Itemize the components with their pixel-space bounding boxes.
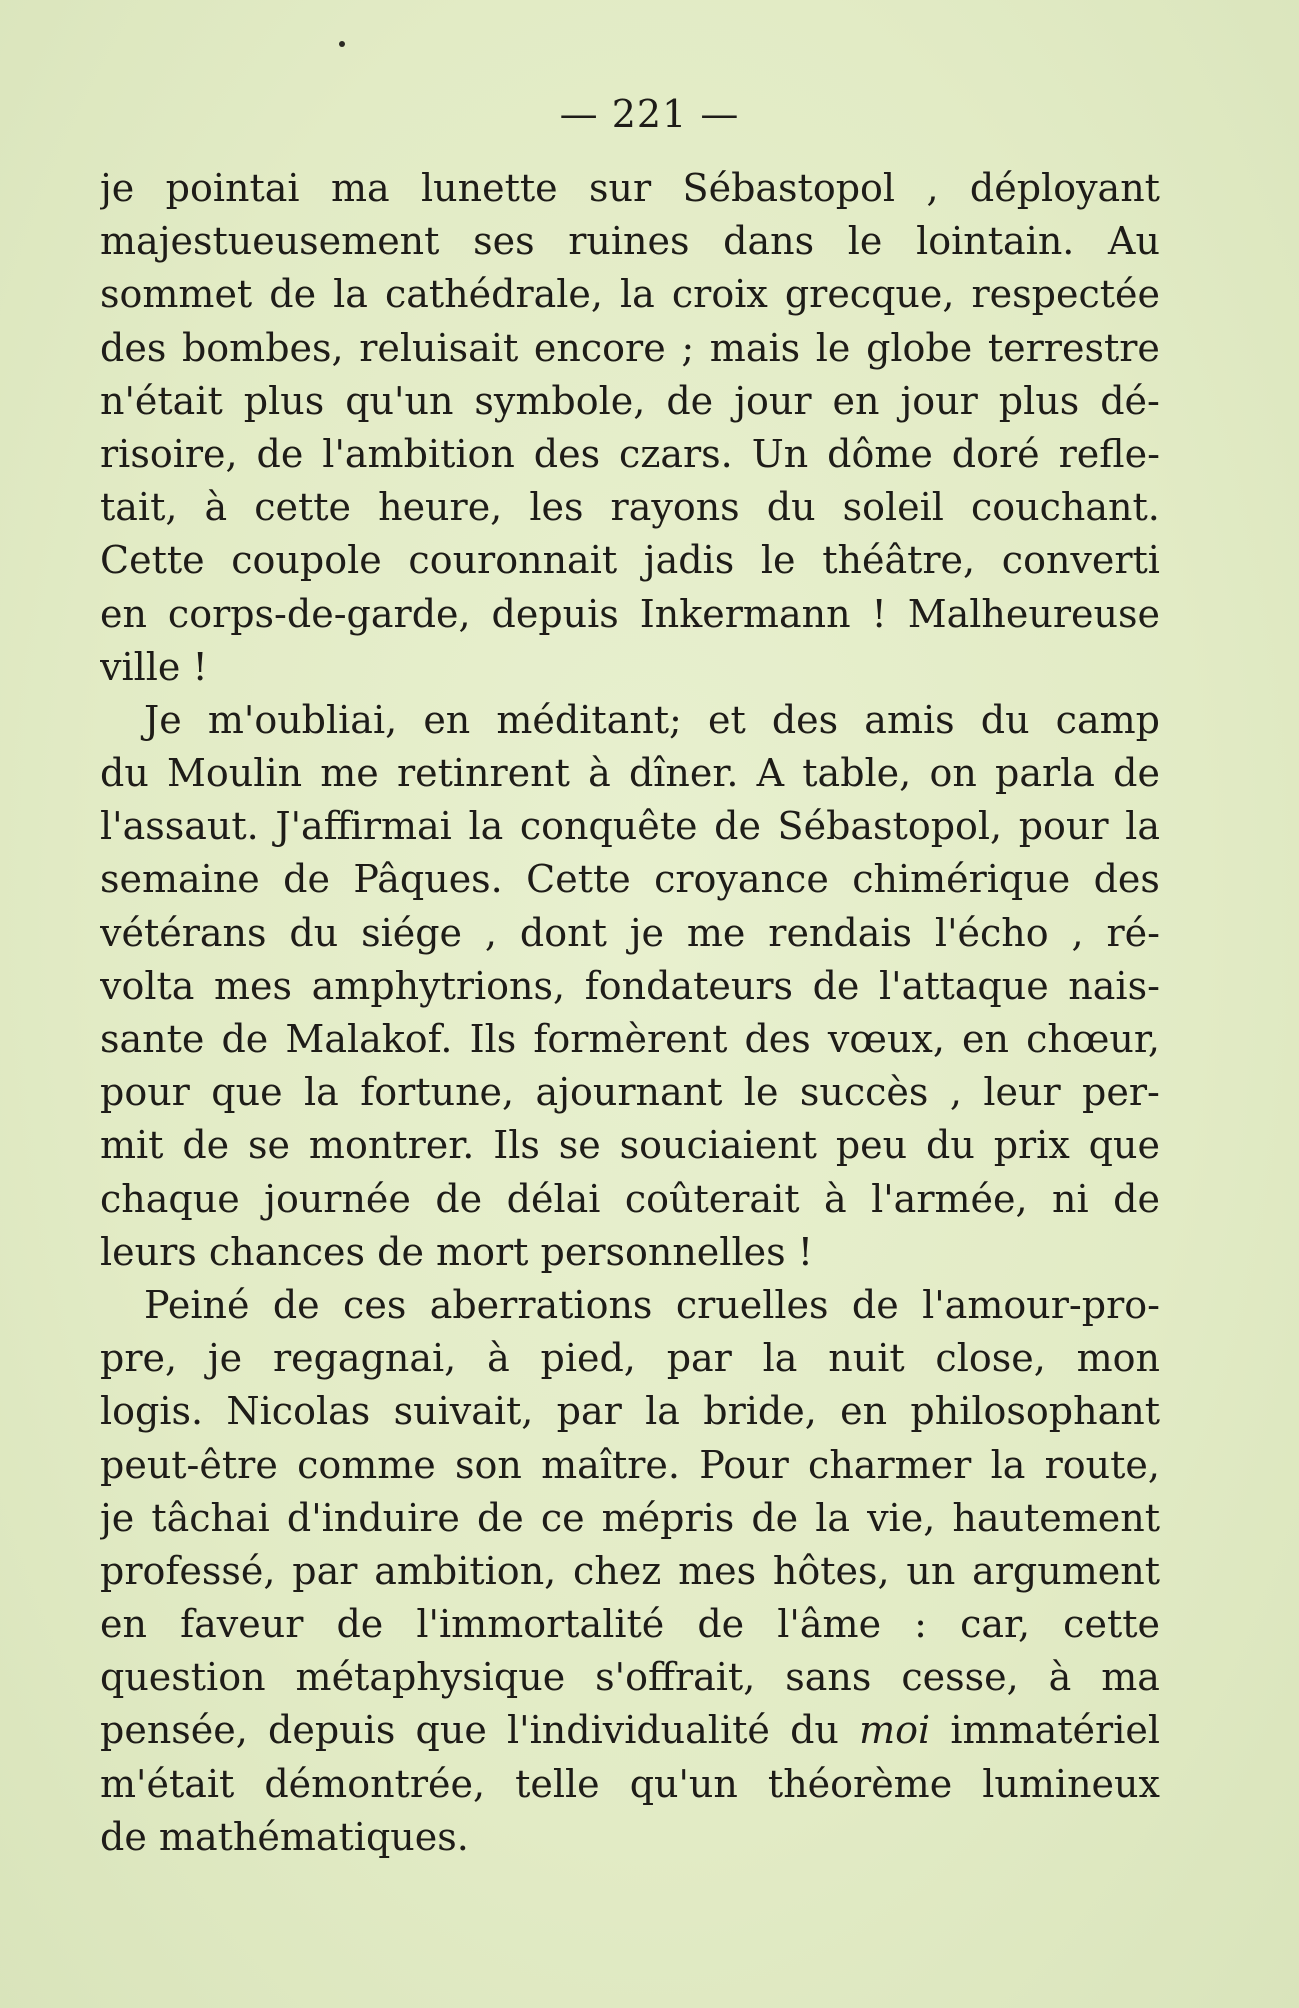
word: fortune, [360,1070,515,1115]
word: rendais [768,910,913,955]
word: Ils [469,1017,517,1061]
word: des [1093,857,1160,902]
word: couchant. [971,485,1160,530]
word: ! [797,1229,813,1274]
word: jadis [643,538,735,583]
word: pour [100,1070,190,1115]
word: depuis [268,1708,396,1753]
word: ambition, [374,1548,557,1593]
word: pointai [165,166,300,210]
word: l'armée, [871,1176,1028,1221]
word: l'individualité [507,1708,770,1753]
text-line [100,1758,1160,1811]
word: métaphysique [295,1655,566,1700]
word: per- [1082,1070,1160,1115]
word: Cette [100,538,205,583]
word: conquête [519,804,698,849]
word: en [423,697,471,742]
word: le [847,219,883,264]
word: des [533,431,601,476]
word: mathématiques. [158,1814,469,1859]
word: vie, [867,1495,936,1540]
word: leur [983,1070,1061,1115]
word: des [100,325,167,370]
word: argument [972,1548,1160,1593]
word: charmer [808,1442,972,1487]
word: professé, [100,1548,276,1593]
word: la [990,1442,1026,1487]
word: mit [100,1123,164,1168]
word: reluisait [359,325,519,370]
word: du [100,751,149,796]
word: bombes, [181,325,344,370]
word: suivait, [393,1389,534,1434]
word: coûterait [624,1176,800,1221]
word: je [207,1336,243,1381]
word: que [211,1070,283,1115]
word: terrestre [987,325,1160,370]
word: peut-être [100,1442,278,1487]
word: tait, [100,485,178,530]
text-line [100,641,1160,694]
text-line [100,1545,1160,1598]
word: pre, [100,1336,178,1381]
word: mon [1076,1336,1160,1381]
word: peu [835,1123,908,1168]
word: ré- [1106,910,1160,955]
word: mépris [601,1495,735,1540]
word: qu'un [629,1761,738,1806]
word: car, [960,1602,1031,1647]
text-line [100,1439,1160,1492]
word: refle- [1058,431,1160,476]
word: vœux, [827,1017,945,1061]
word: cruelles [675,1282,829,1327]
word: Malheureuse [907,591,1160,636]
word: mes [678,1548,757,1593]
word: la [333,272,368,317]
word: Inkermann [639,591,851,636]
text-line [100,375,1160,428]
word: de [435,1176,483,1221]
word: se [248,1123,291,1168]
word: Je [144,697,182,742]
text-line [100,1385,1160,1438]
word: théâtre, [822,538,976,583]
word: personnelles [540,1229,786,1274]
word: czars. [619,431,733,476]
word: de [221,1017,269,1061]
word: siége [361,910,463,955]
word: et [707,697,746,742]
word: Sébastopol, [777,804,1003,849]
word: je [100,1495,135,1540]
text-line [100,747,1160,800]
word: m'oubliai, [207,697,398,742]
word: hôtes, [772,1548,890,1593]
word: bride, [703,1389,817,1434]
word: amphytrions, [311,963,566,1008]
text-line [100,1279,1160,1332]
word: la [303,1070,339,1115]
word: rayons [610,485,740,530]
word: dé- [1100,378,1160,423]
word: retinrent [396,751,570,796]
word: de [1113,751,1160,796]
word: hautement [952,1495,1160,1540]
word: logis. [100,1389,204,1434]
word: ce [540,1495,585,1540]
word: des [744,1017,811,1061]
word: le [743,1070,779,1115]
word: faveur [180,1602,304,1647]
word: formèrent [533,1017,728,1061]
word: cesse, [901,1655,1019,1700]
word: Un [751,431,809,476]
word: son [455,1442,522,1487]
word: cathédrale, [384,272,603,317]
word: par [556,1389,622,1434]
text-line [100,1119,1160,1172]
text-line [100,1226,1160,1279]
word: philosophant [910,1389,1160,1434]
word: , [926,166,939,210]
word: chaque [100,1176,240,1221]
word: je [629,910,664,955]
word: la [645,1389,680,1434]
word: immatériel [950,1708,1160,1753]
word: jour [900,378,978,423]
word: heure, [378,485,503,530]
word: l'ambition [322,431,515,476]
text-line [100,1066,1160,1119]
word: me [320,751,379,796]
word: sur [589,166,652,210]
word: , [484,910,498,955]
text-line [100,800,1160,853]
word: croix [671,272,768,317]
word: à [487,1336,510,1381]
word: montrer. [308,1123,475,1168]
word: de [751,1495,799,1540]
word: doré [951,431,1040,476]
text-line [100,481,1160,534]
word: pied, [540,1336,636,1381]
word: la [620,272,655,317]
word: le [815,325,851,370]
text-line [100,428,1160,481]
word: ville [100,644,181,689]
word: de [182,1123,230,1168]
word: délai [506,1176,601,1221]
word: camp [1055,697,1160,742]
word: route, [1044,1442,1160,1487]
word: pour [1018,804,1109,849]
text-line [100,322,1160,375]
word: la [1125,804,1160,849]
word: sans [785,1655,872,1700]
word: en [962,1017,1009,1061]
word: l'assaut. [100,804,259,849]
word: chez [573,1548,662,1593]
word: le [760,538,796,583]
word: plus [998,378,1080,423]
word: A [756,751,785,796]
word: parla [995,751,1095,796]
word: Ils [493,1123,540,1168]
word: leurs [100,1229,197,1274]
word: du [766,485,816,530]
word: à [588,751,611,796]
word: de [666,378,714,423]
word: l'attaque [878,963,1049,1008]
word: de [269,272,317,317]
word: les [529,485,584,530]
word: un [906,1548,956,1593]
word: de [851,1282,899,1327]
word: ma [1101,1655,1160,1700]
word: Nicolas [226,1389,371,1434]
word: ni [1052,1176,1089,1221]
word: en [832,378,880,423]
word: de [697,1602,745,1647]
word: à [204,485,228,530]
word: chances [208,1229,366,1274]
word: de [283,857,330,902]
word: de [1113,1176,1160,1221]
word: mort [436,1229,529,1274]
word: m'était [100,1761,235,1806]
word: qu'un [345,378,454,423]
word: dôme [827,431,933,476]
word: Pâques. [353,857,503,902]
word: chimérique [852,857,1071,902]
word: du [289,910,339,955]
text-line [100,1651,1160,1704]
text-line [100,268,1160,321]
word: volta [100,963,195,1008]
word: on [929,751,977,796]
word: nais- [1068,963,1160,1008]
word: aberrations [429,1282,653,1327]
word: du [980,697,1030,742]
word: du [926,1123,975,1168]
text-line [100,1704,1160,1757]
word: regagnai, [272,1336,457,1381]
word: close, [935,1336,1046,1381]
word: jour [734,378,812,423]
word: souciaient [619,1123,817,1168]
word: moi [859,1708,931,1753]
word: Cette [526,857,631,902]
text-line [100,1013,1160,1066]
text-line [100,907,1160,960]
word: pensée, [100,1708,248,1753]
word: symbole, [474,378,646,423]
word: journée [264,1176,411,1221]
word: ; [681,325,695,370]
word: mais [709,325,801,370]
word: la [762,1336,798,1381]
word: fondateurs [584,963,793,1008]
word: que [415,1708,487,1753]
word: se [558,1123,601,1168]
word: couronnait [408,538,618,583]
word: Malakof. [285,1017,453,1061]
word: maître. [541,1442,680,1487]
text-line [100,1332,1160,1385]
text-line [100,534,1160,587]
word: grecque, [784,272,955,317]
body-text [100,162,1160,1864]
word: J'affirmai [275,804,452,849]
word: l'écho [934,910,1049,955]
word: lumineux [982,1761,1160,1806]
word: de [377,1229,424,1274]
word: telle [515,1761,600,1806]
word: croyance [654,857,829,902]
word: cette [254,485,352,530]
word: la [815,1495,851,1540]
word: méditant; [496,697,682,742]
page-number: — 221 — [559,92,740,136]
word: n'était [100,378,223,423]
word: démontrée, [264,1761,486,1806]
word: l'âme [777,1602,882,1647]
word: je [100,166,135,210]
word: mes [214,963,293,1008]
text-line [100,588,1160,641]
word: ces [343,1282,407,1327]
word: en [100,1602,147,1647]
word: amis [864,697,955,742]
text-line [100,694,1160,747]
word: question [100,1655,266,1700]
word: corps-de-garde, [167,591,471,636]
word: comme [297,1442,436,1487]
word: la [468,804,504,849]
word: ! [192,644,208,689]
word: Sébastopol [682,166,896,210]
word: me [686,910,746,955]
word: ruines [568,219,690,264]
text-line [100,1811,1160,1864]
word: de [272,1282,320,1327]
word: dîner. [628,751,739,796]
word: tâchai [151,1495,270,1540]
word: à [823,1176,847,1221]
word: théorème [767,1761,953,1806]
word: lointain. [916,219,1075,264]
word: ma [330,166,390,210]
word: risoire, [100,431,238,476]
ink-speck [339,41,345,47]
word: globe [866,325,973,370]
word: de [812,963,860,1008]
word: soleil [842,485,944,530]
word: , [1071,910,1084,955]
word: : [914,1602,927,1647]
word: par [292,1548,358,1593]
word: dont [519,910,607,955]
word: , [949,1070,962,1115]
word: en [100,591,147,636]
word: encore [533,325,666,370]
word: sommet [100,272,253,317]
word: déployant [969,166,1160,210]
word: coupole [231,538,382,583]
text-line [100,1598,1160,1651]
word: de [256,431,304,476]
text-line [100,162,1160,215]
word: succès [799,1070,929,1115]
text-line [100,1173,1160,1226]
word: plus [243,378,325,423]
word: en [840,1389,888,1434]
word: dans [723,219,815,264]
word: lunette [421,166,558,210]
word: Peiné [144,1282,250,1327]
word: par [666,1336,732,1381]
text-line [100,853,1160,906]
word: des [771,697,839,742]
word: prix [993,1123,1070,1168]
text-line [100,1492,1160,1545]
word: de [714,804,761,849]
word: de [476,1495,524,1540]
word: de [336,1602,384,1647]
word: chœur, [1026,1017,1160,1061]
word: Moulin [167,751,303,796]
word: l'amour-pro- [922,1282,1160,1327]
word: vétérans [100,910,267,955]
word: ses [473,219,535,264]
word: table, [802,751,912,796]
word: à [1048,1655,1072,1700]
word: d'induire [286,1495,460,1540]
word: respectée [971,272,1160,317]
word: nuit [828,1336,905,1381]
word: que [1088,1123,1160,1168]
word: sante [100,1017,205,1061]
word: Au [1108,219,1160,264]
word: ! [871,591,887,636]
word: cette [1063,1602,1160,1647]
word: majestueusement [100,219,440,264]
word: depuis [491,591,619,636]
word: ajournant [535,1070,723,1115]
word: de [100,1814,147,1859]
word: l'immortalité [416,1602,665,1647]
text-line [100,960,1160,1013]
text-line [100,215,1160,268]
word: semaine [100,857,260,902]
word: Pour [699,1442,789,1487]
word: converti [1001,538,1160,583]
word: s'offrait, [595,1655,756,1700]
word: du [790,1708,839,1753]
